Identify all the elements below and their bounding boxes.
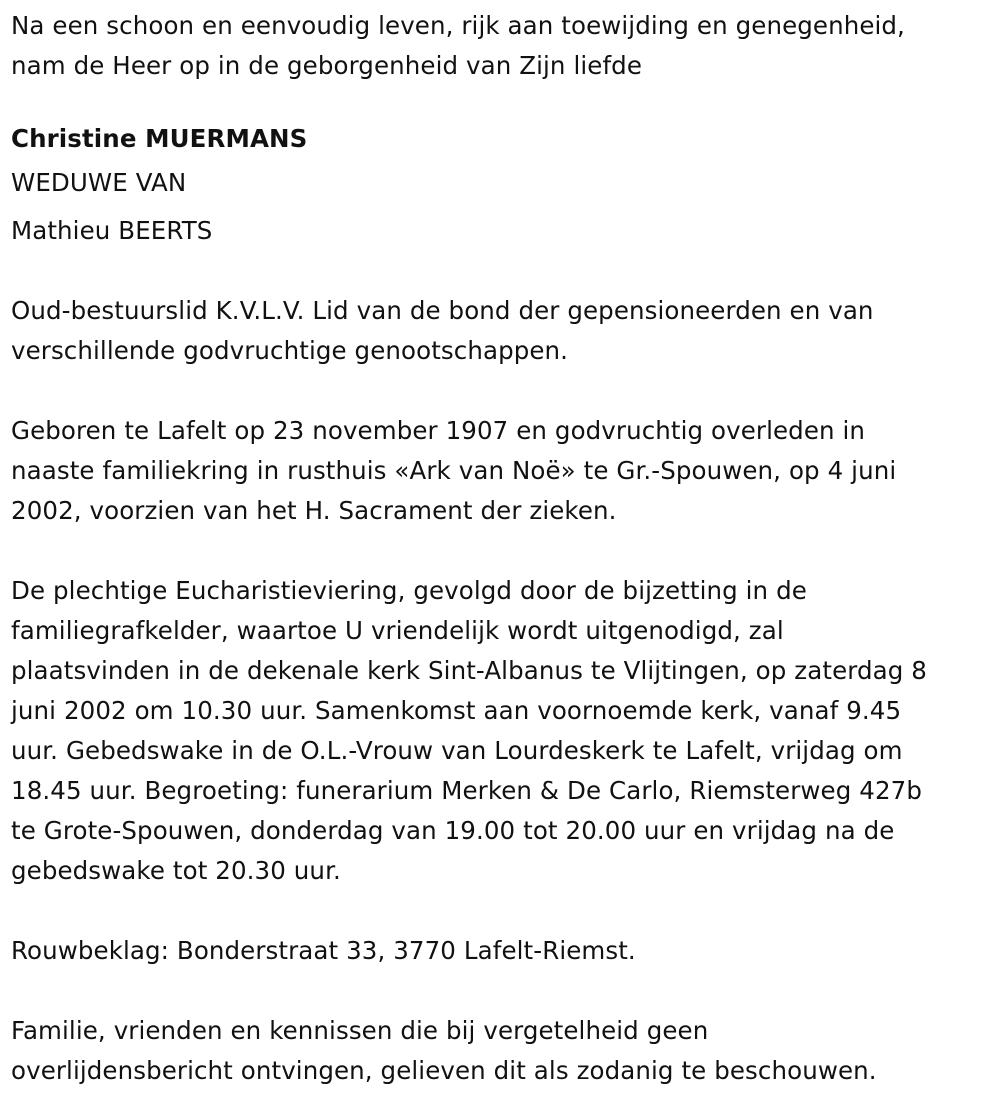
ceremony-line: uur. Gebedswake in de O.L.-Vrouw van Lourdeskerk te Lafelt, vrijdag om (11, 736, 903, 765)
ceremony-line: De plechtige Eucharistieviering, gevolgd door de bijzetting in de (11, 576, 807, 605)
deceased-name: Christine MUERMANS (11, 124, 308, 153)
membership-paragraph (11, 291, 996, 371)
intro-line: Na een schoon en eenvoudig leven, rijk aan toewijding en genegenheid, (11, 11, 905, 40)
birth-death-line: 2002, voorzien van het H. Sacrament der zieken. (11, 496, 617, 525)
ceremony-line: plaatsvinden in de dekenale kerk Sint-Albanus te Vlijtingen, op zaterdag 8 (11, 656, 927, 685)
death-notice (11, 0, 996, 1091)
membership-line: Oud-bestuurslid K.V.L.V. Lid van de bond der gepensioneerden en van (11, 296, 874, 325)
condolence-address-line: Rouwbeklag: Bonderstraat 33, 3770 Lafelt-Riemst. (11, 936, 636, 965)
ceremony-line: familiegrafkelder, waartoe U vriendelijk wordt uitgenodigd, zal (11, 616, 784, 645)
membership-line: verschillende godvruchtige genootschappen. (11, 336, 569, 365)
ceremony-line: 18.45 uur. Begroeting: funerarium Merken & De Carlo, Riemsterweg 427b (11, 776, 922, 805)
intro-paragraph (11, 6, 996, 86)
spouse-name: Mathieu BEERTS (11, 216, 213, 245)
ceremony-line: juni 2002 om 10.30 uur. Samenkomst aan voornoemde kerk, vanaf 9.45 (11, 696, 902, 725)
widow-status: WEDUWE VAN (11, 168, 187, 197)
birth-death-line: naaste familiekring in rusthuis «Ark van Noë» te Gr.-Spouwen, op 4 juni (11, 456, 897, 485)
ceremony-line: te Grote-Spouwen, donderdag van 19.00 tot 20.00 uur en vrijdag na de (11, 816, 895, 845)
ceremony-line: gebedswake tot 20.30 uur. (11, 856, 341, 885)
condolence-address-paragraph (11, 931, 996, 971)
closing-line: overlijdensbericht ontvingen, gelieven dit als zodanig te beschouwen. (11, 1056, 877, 1085)
birth-death-paragraph (11, 411, 996, 531)
closing-paragraph (11, 1011, 996, 1091)
intro-line: nam de Heer op in de geborgenheid van Zijn liefde (11, 51, 642, 80)
birth-death-line: Geboren te Lafelt op 23 november 1907 en godvruchtig overleden in (11, 416, 866, 445)
deceased-block (11, 119, 996, 255)
ceremony-paragraph (11, 571, 996, 891)
closing-line: Familie, vrienden en kennissen die bij vergetelheid geen (11, 1016, 709, 1045)
